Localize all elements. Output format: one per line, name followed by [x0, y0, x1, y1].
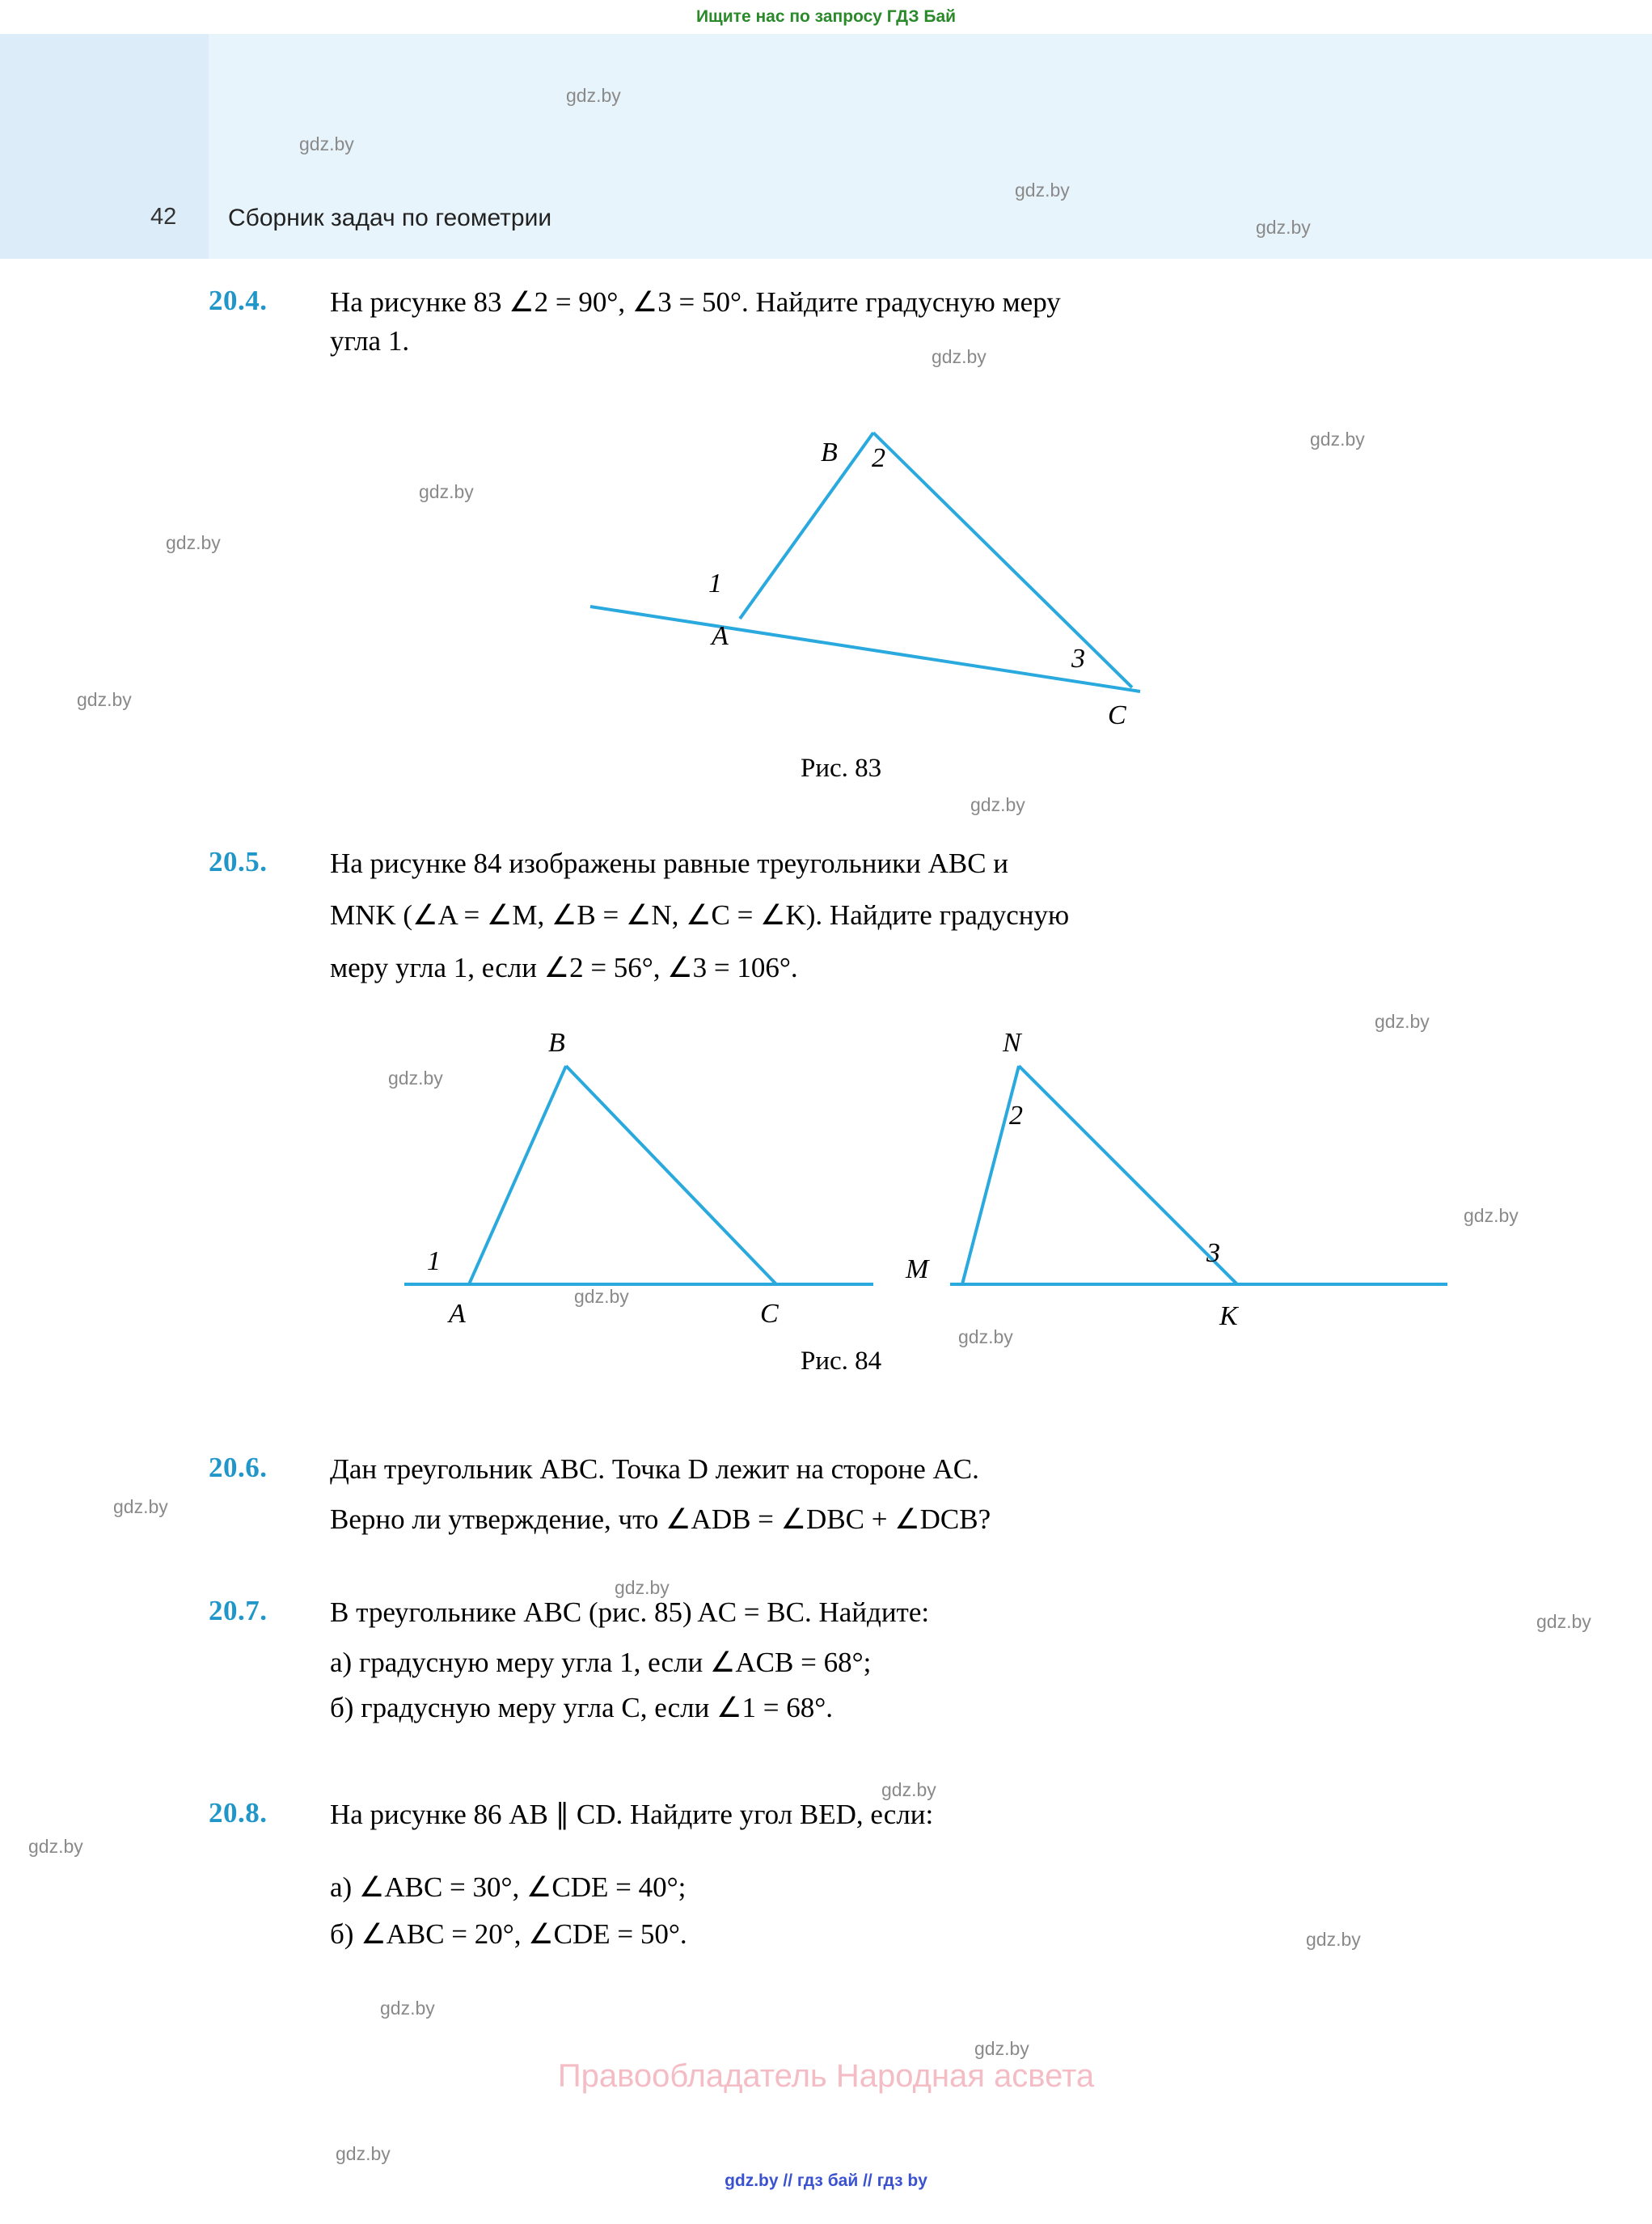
problem-number-20-6: 20.6.	[209, 1452, 268, 1483]
watermark-23: gdz.by	[336, 2143, 391, 2164]
watermark-11: gdz.by	[388, 1068, 443, 1089]
footer-links: gdz.by // гдз бай // гдз by	[725, 2171, 927, 2190]
watermark-12: gdz.by	[1464, 1205, 1519, 1226]
fig84-left-label-A: A	[449, 1299, 466, 1329]
fig83-label-B: B	[821, 438, 838, 467]
watermark-19: gdz.by	[28, 1836, 83, 1857]
problem-text-20-5-line-1: На рисунке 84 изображены равные треугольники ABC и	[330, 848, 1009, 879]
problem-text-20-7-line-3: б) градусную меру угла C, если ∠1 = 68°.	[330, 1692, 833, 1723]
fig84-left-label-angle1: 1	[427, 1246, 441, 1276]
fig84-right-label-K: K	[1219, 1301, 1238, 1331]
watermark-3: gdz.by	[1256, 217, 1311, 238]
watermark-17: gdz.by	[1536, 1611, 1591, 1632]
watermark-0: gdz.by	[566, 85, 621, 106]
fig83-line-AB	[740, 433, 873, 619]
problem-number-20-4: 20.4.	[209, 285, 268, 316]
figure-84-triangle-mnk	[889, 1027, 1472, 1331]
watermark-18: gdz.by	[881, 1779, 936, 1800]
problem-number-20-8: 20.8.	[209, 1797, 268, 1829]
fig84-right-label-M: M	[906, 1254, 929, 1284]
problem-text-20-6-line-1: Дан треугольник ABC. Точка D лежит на стороне AC.	[330, 1453, 979, 1485]
problem-text-20-8-line-2: а) ∠ABC = 30°, ∠CDE = 40°;	[330, 1871, 687, 1903]
problem-text-20-5-line-3: меру угла 1, если ∠2 = 56°, ∠3 = 106°.	[330, 952, 798, 983]
watermark-7: gdz.by	[166, 532, 221, 553]
watermark-15: gdz.by	[113, 1496, 168, 1517]
fig83-label-angle1: 1	[708, 569, 722, 598]
fig83-line-BC	[873, 433, 1132, 687]
page-header-left-block	[0, 34, 209, 259]
watermark-9: gdz.by	[970, 794, 1025, 815]
problem-text-20-6-line-2: Верно ли утверждение, что ∠ADB = ∠DBC + ∠DCB?	[330, 1503, 991, 1535]
fig83-label-angle2: 2	[872, 443, 885, 473]
problem-text-20-8-line-1: На рисунке 86 AB ∥ CD. Найдите угол BED, если:	[330, 1799, 934, 1830]
fig83-label-angle3: 3	[1071, 644, 1085, 674]
watermark-22: gdz.by	[974, 2038, 1029, 2059]
page-number: 42	[150, 204, 177, 230]
fig84-right-label-N: N	[1003, 1028, 1021, 1058]
problem-text-20-7-line-2: а) градусную меру угла 1, если ∠ACB = 68°;	[330, 1647, 872, 1678]
figure-83-caption: Рис. 83	[801, 754, 882, 783]
figure-84-caption: Рис. 84	[801, 1347, 882, 1376]
watermark-8: gdz.by	[77, 689, 132, 710]
problem-text-20-4-line-1: На рисунке 83 ∠2 = 90°, ∠3 = 50°. Найдите градусную меру	[330, 286, 1061, 318]
figure-83	[550, 396, 1439, 736]
fig84-right-line-NK	[1019, 1066, 1237, 1284]
problem-text-20-5-line-2: MNK (∠A = ∠M, ∠B = ∠N, ∠C = ∠K). Найдите градусную	[330, 899, 1070, 931]
watermark-14: gdz.by	[958, 1326, 1013, 1347]
watermark-16: gdz.by	[615, 1577, 670, 1598]
watermark-2: gdz.by	[1015, 180, 1070, 201]
watermark-1: gdz.by	[299, 133, 354, 154]
fig84-right-label-angle3: 3	[1206, 1238, 1220, 1268]
fig83-label-A: A	[712, 621, 729, 651]
problem-number-20-5: 20.5.	[209, 846, 268, 877]
problem-number-20-7: 20.7.	[209, 1595, 268, 1626]
site-banner: Ищите нас по запросу ГДЗ Бай	[695, 7, 957, 26]
fig84-right-label-angle2: 2	[1009, 1101, 1023, 1131]
fig84-left-label-B: B	[548, 1028, 565, 1058]
copyright-notice: Правообладатель Народная асвета	[557, 2058, 1095, 2094]
watermark-6: gdz.by	[419, 481, 474, 502]
watermark-20: gdz.by	[1306, 1929, 1361, 1950]
problem-text-20-8-line-3: б) ∠ABC = 20°, ∠CDE = 50°.	[330, 1918, 687, 1950]
watermark-5: gdz.by	[1310, 429, 1365, 450]
watermark-4: gdz.by	[932, 346, 987, 367]
page-title: Сборник задач по геометрии	[228, 205, 552, 231]
problem-text-20-7-line-1: В треугольнике ABC (рис. 85) AC = BC. Найдите:	[330, 1596, 930, 1628]
watermark-21: gdz.by	[380, 1998, 435, 2019]
fig84-right-line-MN	[962, 1066, 1019, 1284]
fig84-left-line-AB	[469, 1066, 566, 1284]
watermark-13: gdz.by	[574, 1286, 629, 1307]
fig83-label-C: C	[1108, 700, 1126, 730]
problem-text-20-4-line-2: угла 1.	[330, 325, 410, 357]
fig84-left-line-BC	[566, 1066, 776, 1284]
watermark-10: gdz.by	[1375, 1011, 1430, 1032]
fig84-left-label-C: C	[760, 1299, 779, 1329]
fig83-line-AC	[590, 607, 1140, 691]
